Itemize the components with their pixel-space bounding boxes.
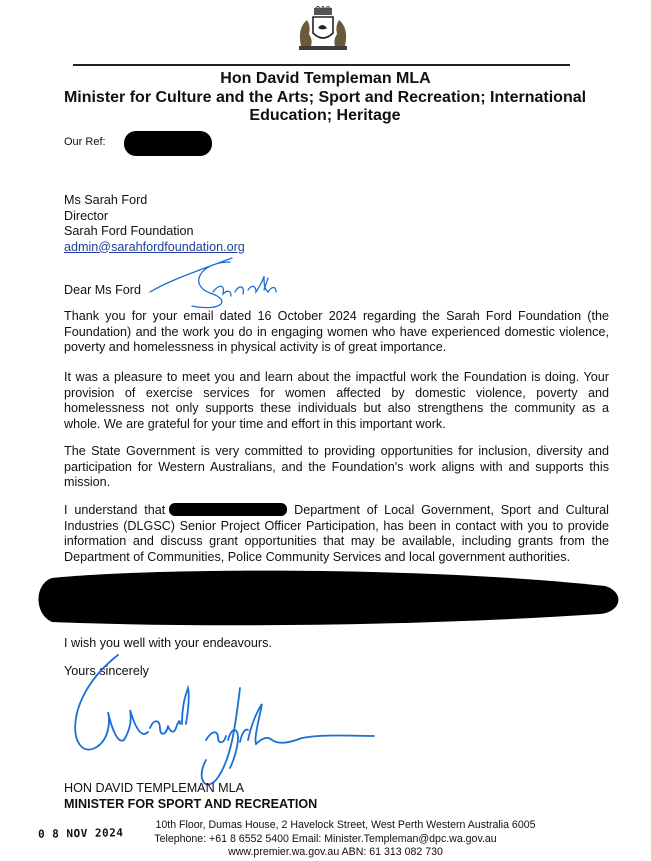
recipient-name: Ms Sarah Ford [64, 193, 148, 207]
footer-contact: Telephone: +61 8 6552 5400 Email: Minister.Templeman@dpc.wa.gov.au [154, 832, 497, 845]
body-paragraph-3: The State Government is very committed to providing opportunities for inclusion, diversity and participation for Western Australians, and the Foundation's work aligns with and supports this mission. [64, 444, 609, 489]
received-date-stamp: 0 8 NOV 2024 [37, 826, 124, 841]
signatory-name: HON DAVID TEMPLEMAN MLA [64, 781, 245, 795]
body-paragraph-4-start: I understand that [64, 503, 166, 517]
recipient-organisation: Sarah Ford Foundation [64, 224, 194, 238]
recipient-title: Director [64, 208, 109, 223]
closing-line: Yours sincerely [64, 664, 149, 678]
body-paragraph-5: I wish you well with your endeavours. [64, 636, 272, 650]
body-paragraph-2: It was a pleasure to meet you and learn about the impactful work the Foundation is doing. Your provision of exercise services for women affected by domestic violence, poverty and homelessness not only supports these individuals but also strengthens the community as a whole. We are grateful for your time and effort in this important work. [64, 370, 609, 431]
signatory-role: MINISTER FOR SPORT AND RECREATION [64, 797, 318, 811]
salutation: Dear Ms Ford [64, 283, 141, 297]
reference-label: Our Ref: [64, 136, 106, 148]
minister-portfolio-heading: Minister for Culture and the Arts; Sport and Recreation; International Education; Heritage [63, 89, 587, 124]
footer [0, 819, 651, 860]
body-paragraph-4-rest: Department of Local Government, Sport and Cultural Industries (DLGSC) Senior Project Officer Participation, has been in contact with you to provide information and discuss grant opportunities that may be available, including grants from the Department of Communities, Police Community Services and local government authorities. [64, 503, 609, 564]
footer-web: www.premier.wa.gov.au ABN: 61 313 082 730 [228, 846, 443, 858]
recipient-email-link[interactable]: admin@sarahfordfoundation.org [64, 239, 245, 254]
body-paragraph-1: Thank you for your email dated 16 October 2024 regarding the Sarah Ford Foundation (the Foundation) and the work you do in engaging women who have experienced domestic violence, poverty and homelessness in physical activity is of great importance. [64, 309, 609, 354]
minister-name-heading: Hon David Templeman MLA [220, 70, 431, 87]
footer-address: 10th Floor, Dumas House, 2 Havelock Street, West Perth Western Australia 6005 [155, 819, 536, 831]
